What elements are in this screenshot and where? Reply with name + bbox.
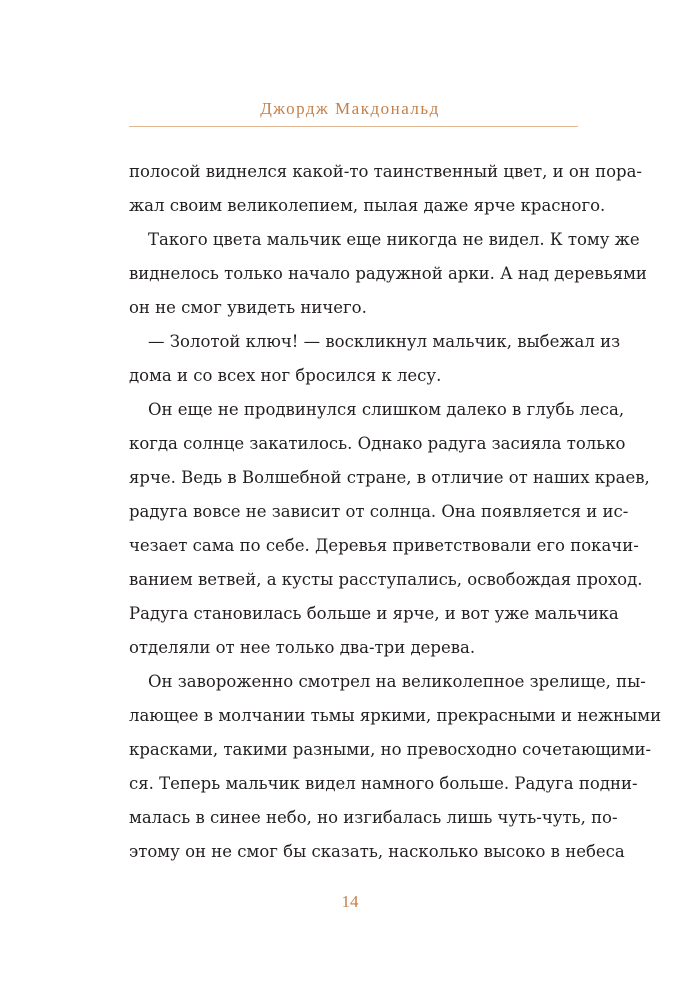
paragraph — [129, 665, 662, 869]
header-rule — [129, 126, 578, 127]
page-number: 14 — [341, 892, 359, 911]
text-line: красками, такими разными, но превосходно сочетающими- — [129, 740, 652, 759]
paragraph — [129, 223, 647, 325]
text-line: отделяли от нее только два-три дерева. — [129, 638, 476, 657]
text-line: этому он не смог бы сказать, насколько высоко в небеса — [129, 842, 625, 861]
text-line: Радуга становилась больше и ярче, и вот уже мальчика — [129, 604, 619, 623]
paragraph — [129, 325, 621, 393]
paragraph — [129, 393, 650, 665]
text-line: радуга вовсе не зависит от солнца. Она появляется и ис- — [129, 502, 629, 521]
text-line: Такого цвета мальчик еще никогда не видел. К тому же — [148, 230, 640, 249]
text-line: ванием ветвей, а кусты расступались, освобождая проход. — [129, 570, 643, 589]
text-line: ся. Теперь мальчик видел намного больше. Радуга подни- — [129, 774, 638, 793]
text-line: чезает сама по себе. Деревья приветствовали его покачи- — [129, 536, 639, 555]
paragraph — [129, 155, 642, 223]
text-line: лающее в молчании тьмы яркими, прекрасными и нежными — [129, 706, 662, 725]
running-head: Джордж Макдональд — [260, 99, 440, 118]
text-line: жал своим великолепием, пылая даже ярче красного. — [129, 196, 606, 215]
text-line: Он еще не продвинулся слишком далеко в глубь леса, — [148, 400, 625, 419]
text-line: виднелось только начало радужной арки. А над деревьями — [129, 264, 647, 283]
text-line: полосой виднелся какой-то таинственный цвет, и он пора- — [129, 162, 642, 181]
text-line: когда солнце закатилось. Однако радуга засияла только — [129, 434, 626, 453]
text-line: дома и со всех ног бросился к лесу. — [129, 366, 442, 385]
text-line: ярче. Ведь в Волшебной стране, в отличие от наших краев, — [129, 468, 650, 487]
body-text — [129, 155, 662, 869]
text-line: Он завороженно смотрел на великолепное зрелище, пы- — [148, 672, 646, 691]
text-line: — Золотой ключ! — воскликнул мальчик, выбежал из — [148, 332, 621, 351]
text-line: малась в синее небо, но изгибалась лишь чуть-чуть, по- — [129, 808, 618, 827]
text-line: он не смог увидеть ничего. — [129, 298, 367, 317]
